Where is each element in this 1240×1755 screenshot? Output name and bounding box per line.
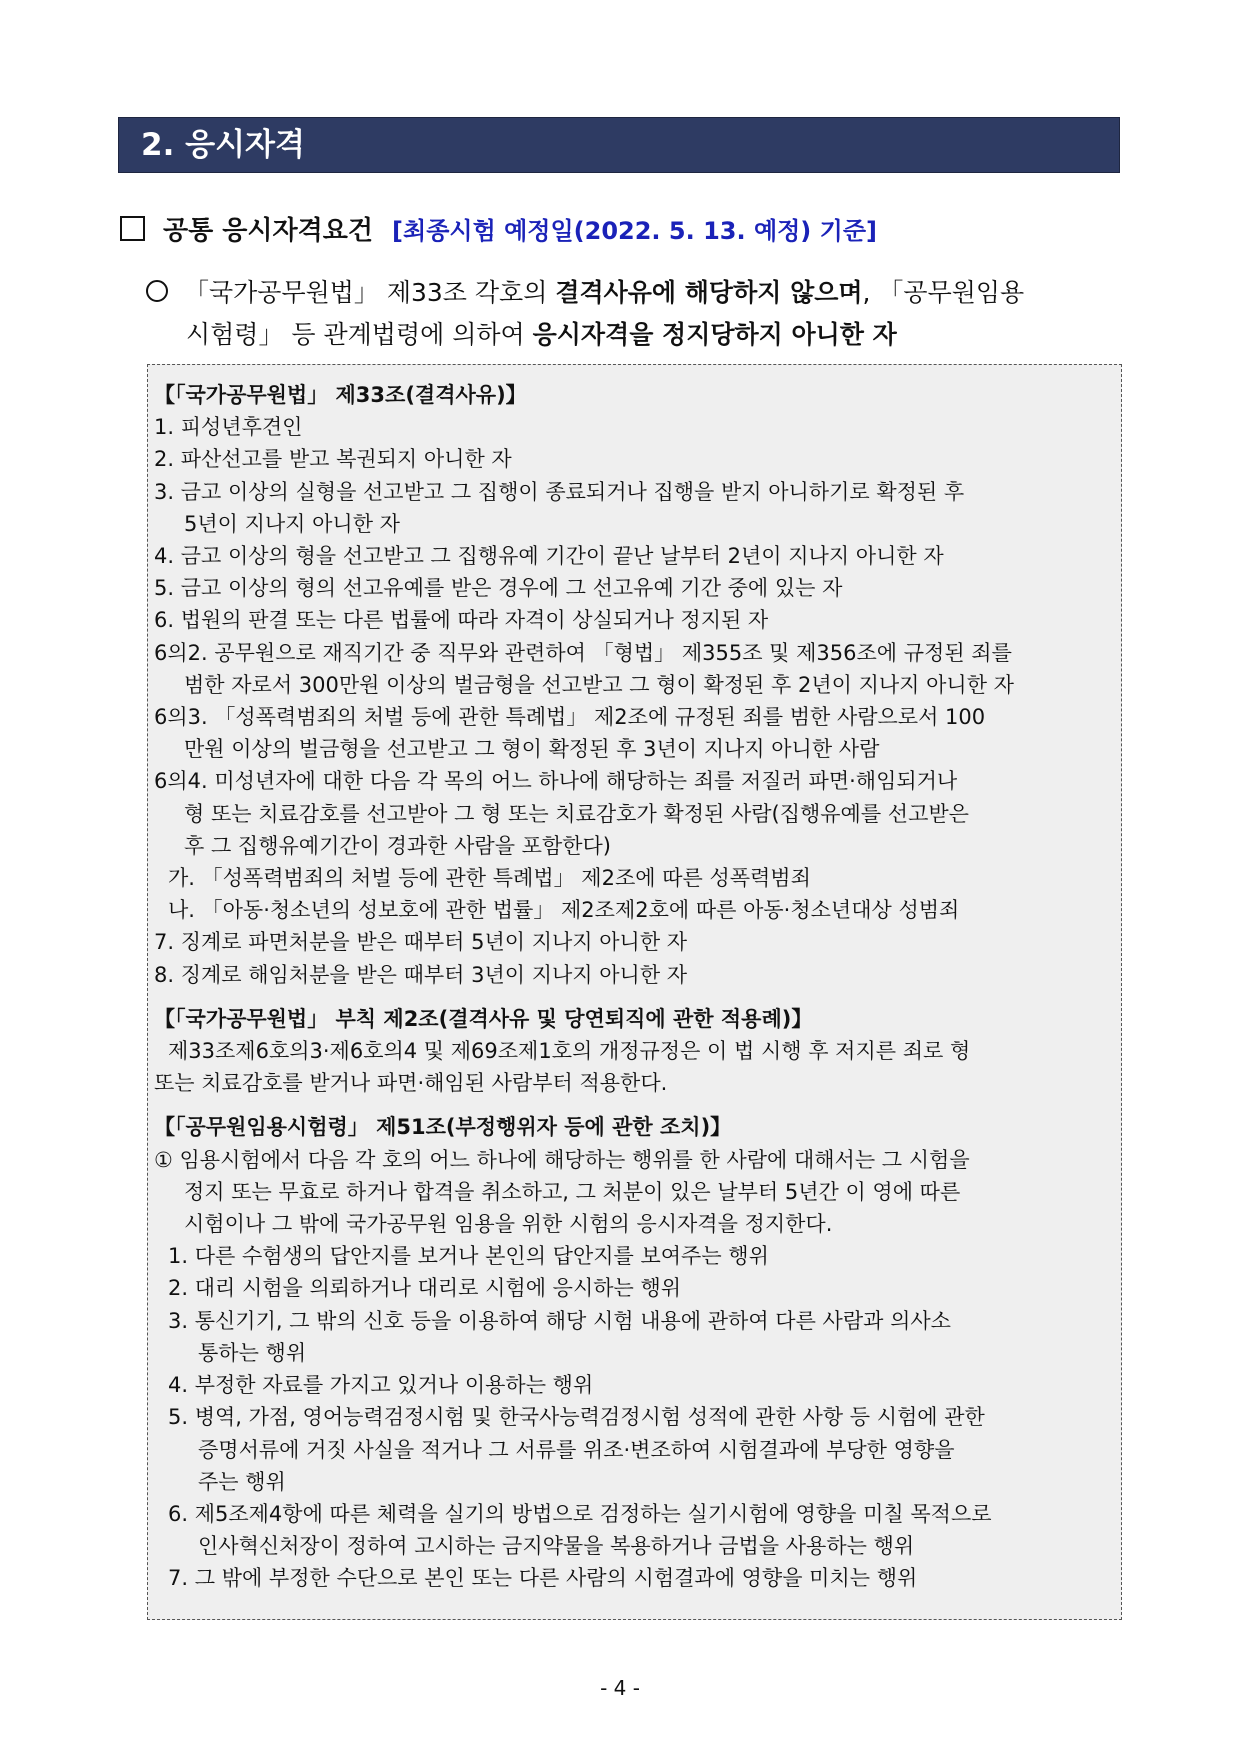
- list-item-continuation: 범한 자로서 300만원 이상의 벌금형을 선고받고 그 형이 확정된 후 2년이 지나지 아니한 자: [184, 672, 1014, 697]
- sub-list-item: 7. 그 밖에 부정한 수단으로 본인 또는 다른 사람의 시험결과에 영향을 미치는 행위: [168, 1566, 918, 1591]
- requirement-heading: [120, 210, 1120, 247]
- list-item: 1. 피성년후견인: [154, 415, 303, 440]
- sub-list-item: 4. 부정한 자료를 가지고 있거나 이용하는 행위: [168, 1373, 594, 1398]
- criteria-line-1: 「국가공무원법」 제33조 각호의 결격사유에 해당하지 않으며, 「공무원임용: [146, 272, 1122, 314]
- requirement-title: 공통 응시자격요건: [163, 216, 373, 246]
- sub-list-item: 가. 「성폭력범죄의 처벌 등에 관한 특례법」 제2조에 따른 성폭력범죄: [168, 866, 811, 891]
- criteria-line-2: 시험령」 등 관계법령에 의하여 응시자격을 정지당하지 아니한 자: [186, 320, 897, 349]
- list-item: ① 임용시험에서 다음 각 호의 어느 하나에 해당하는 행위를 한 사람에 대해서는 그 시험을: [154, 1147, 970, 1172]
- list-item-continuation: 후 그 집행유예기간이 경과한 사람을 포함한다): [184, 833, 612, 858]
- list-item: 8. 징계로 해임처분을 받은 때부터 3년이 지나지 아니한 자: [154, 962, 688, 987]
- requirement-date-note: [최종시험 예정일(2022. 5. 13. 예정) 기준]: [392, 217, 877, 245]
- list-item: 2. 파산선고를 받고 복권되지 아니한 자: [154, 447, 512, 472]
- suppl-heading: 【「국가공무원법」 부칙 제2조(결격사유 및 당연퇴직에 관한 적용례)】: [154, 1006, 813, 1031]
- sub-list-item-continuation: 인사혁신처장이 정하여 고시하는 금지약물을 복용하거나 금법을 사용하는 행위: [198, 1534, 915, 1559]
- sub-list-item-continuation: 통하는 행위: [198, 1340, 307, 1365]
- sub-list-item-continuation: 증명서류에 거짓 사실을 적거나 그 서류를 위조·변조하여 시험결과에 부당한 영향을: [198, 1437, 955, 1462]
- criteria-emphasis-1: 결격사유에 해당하지 않으며: [555, 278, 863, 307]
- list-item: 4. 금고 이상의 형을 선고받고 그 집행유예 기간이 끝난 날부터 2년이 지나지 아니한 자: [154, 544, 944, 569]
- sub-list-item: 2. 대리 시험을 의뢰하거나 대리로 시험에 응시하는 행위: [168, 1276, 682, 1301]
- list-item-continuation: 시험이나 그 밖에 국가공무원 임용을 위한 시험의 응시자격을 정지한다.: [184, 1212, 833, 1237]
- paragraph-line: 제33조제6호의3·제6호의4 및 제69조제1호의 개정규정은 이 법 시행 후 저지른 죄로 형: [168, 1039, 971, 1064]
- sub-list-item: 3. 통신기기, 그 밖의 신호 등을 이용하여 해당 시험 내용에 관하여 다른 사람과 의사소: [168, 1308, 951, 1333]
- list-item-continuation: 만원 이상의 벌금형을 선고받고 그 형이 확정된 후 3년이 지나지 아니한 사람: [184, 737, 880, 762]
- list-item: 6의4. 미성년자에 대한 다음 각 목의 어느 하나에 해당하는 죄를 저질러 파면·해임되거나: [154, 769, 958, 794]
- list-item-continuation: 정지 또는 무효로 하거나 합격을 취소하고, 그 처분이 있은 날부터 5년간 이 영에 따른: [184, 1179, 961, 1204]
- sub-list-item: 1. 다른 수험생의 답안지를 보거나 본인의 답안지를 보여주는 행위: [168, 1244, 769, 1269]
- page-number: - 4 -: [600, 1676, 640, 1700]
- list-item: 6의3. 「성폭력범죄의 처벌 등에 관한 특례법」 제2조에 규정된 죄를 범한 사람으로서 100: [154, 705, 986, 730]
- list-item-continuation: 형 또는 치료감호를 선고받아 그 형 또는 치료감호가 확정된 사람(집행유예를 선고받은: [184, 801, 969, 826]
- criteria-emphasis-2: 응시자격을 정지당하지 아니한 자: [532, 320, 897, 349]
- section-title: 2. 응시자격: [118, 117, 1120, 173]
- sub-list-item: 나. 「아동·청소년의 성보호에 관한 법률」 제2조제2호에 따른 아동·청소년대상 성범죄: [168, 898, 960, 923]
- checkbox-square-icon: [120, 216, 145, 241]
- circle-bullet-icon: [146, 280, 168, 302]
- art51-heading: 【「공무원임용시험령」 제51조(부정행위자 등에 관한 조치)】: [154, 1115, 732, 1140]
- sub-list-item: 5. 병역, 가점, 영어능력검정시험 및 한국사능력검정시험 성적에 관한 사항 등 시험에 관한: [168, 1405, 985, 1430]
- sub-list-item: 6. 제5조제4항에 따른 체력을 실기의 방법으로 검정하는 실기시험에 영향을 미칠 목적으로: [168, 1501, 992, 1526]
- criteria-paragraph: [146, 272, 1122, 356]
- list-item: 5. 금고 이상의 형의 선고유예를 받은 경우에 그 선고유예 기간 중에 있는 자: [154, 576, 843, 601]
- list-item: 3. 금고 이상의 실형을 선고받고 그 집행이 종료되거나 집행을 받지 아니하기로 확정된 후: [154, 479, 965, 504]
- law-excerpt-box: [147, 364, 1122, 1620]
- list-item: 7. 징계로 파면처분을 받은 때부터 5년이 지나지 아니한 자: [154, 930, 688, 955]
- list-item: 6의2. 공무원으로 재직기간 중 직무와 관련하여 「형법」 제355조 및 제356조에 규정된 죄를: [154, 640, 1012, 665]
- sub-list-item-continuation: 주는 행위: [198, 1469, 286, 1494]
- art33-heading: 【「국가공무원법」 제33조(결격사유)】: [154, 383, 527, 407]
- list-item: 6. 법원의 판결 또는 다른 법률에 따라 자격이 상실되거나 정지된 자: [154, 608, 769, 633]
- paragraph-line: 또는 치료감호를 받거나 파면·해임된 사람부터 적용한다.: [154, 1071, 668, 1096]
- list-item-continuation: 5년이 지나지 아니한 자: [184, 511, 400, 536]
